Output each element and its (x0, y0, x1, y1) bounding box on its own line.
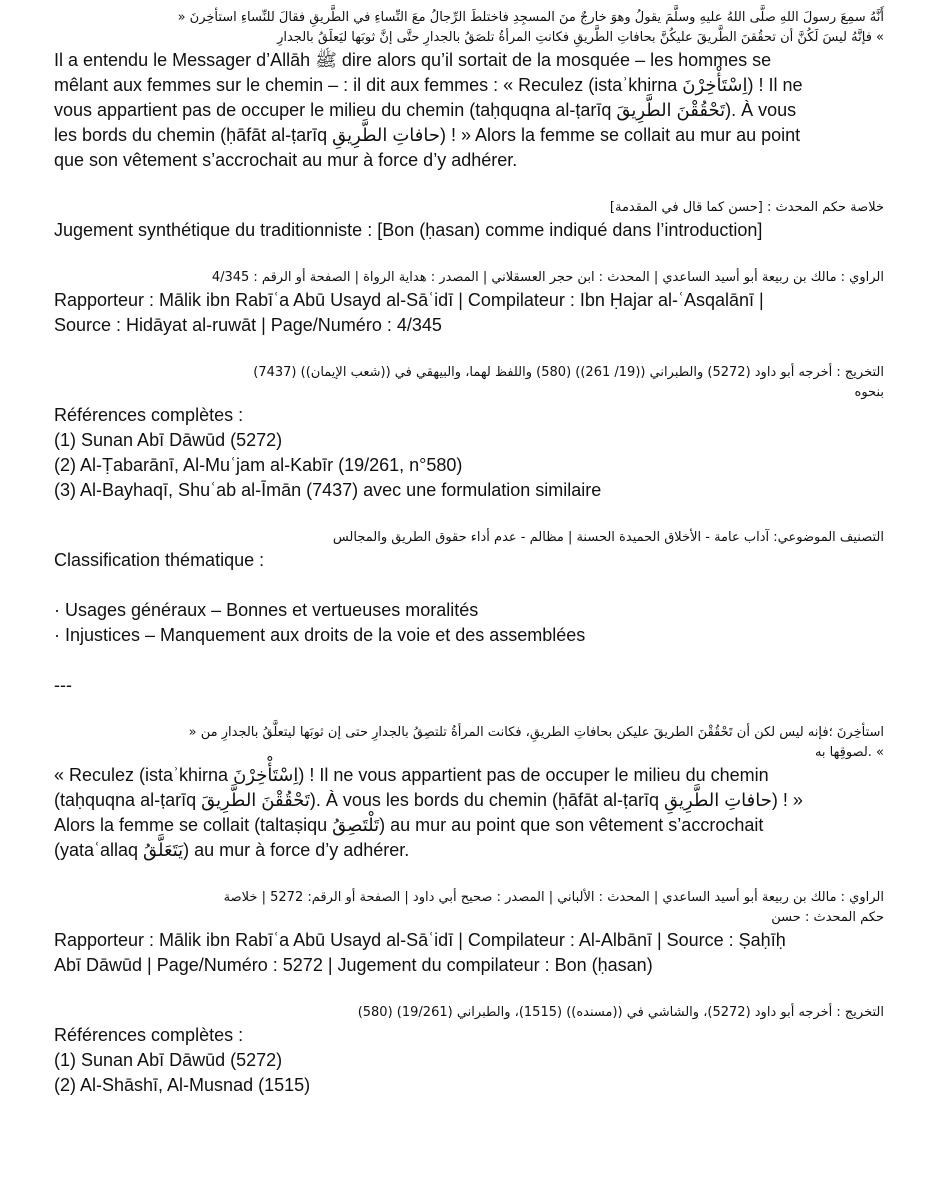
spacer (54, 863, 884, 888)
ruling-arabic: خلاصة حكم المحدث : [حسن كما قال في المقدمة] (609, 200, 884, 215)
spacer (54, 338, 884, 363)
narrator-french-line: Source : Hidāyat al-ruwāt | Page/Numéro : 4/345 (54, 315, 442, 335)
narrator-block (54, 268, 884, 338)
narrator-french-line: Rapporteur : Mālik ibn Rabīʿa Abū Usayd al-Sāʿidī | Compilateur : Ibn Ḥajar al-ʿAsqalānī | (54, 290, 764, 310)
hadith-arabic-line: أَنَّهُ سمِعَ رسولَ اللهِ صلَّى اللهُ عليهِ وسلَّمَ يقولُ وهوَ خارجٌ منَ المسجِدِ فاختلطَ الرِّجالُ معَ النِّساءِ في الطَّريقِ فقالَ للنِّساءِ استأخِرنَ « (177, 10, 884, 25)
document-body (54, 8, 884, 1098)
narrator2-french-line: Abī Dāwūd | Page/Numéro : 5272 | Jugement du compilateur : Bon (ḥasan) (54, 955, 653, 975)
hadith-french-line: Il a entendu le Messager d’Allāh ﷺ dire alors qu’il sortait de la mosquée – les hommes se (54, 50, 772, 70)
reference-item: (2) Al-Ṭabarānī, Al-Muʿjam al-Kabīr (19/261, n°580) (54, 455, 463, 475)
ruling-french: Jugement synthétique du traditionniste : [Bon (ḥasan) comme indiqué dans l’introduction] (54, 220, 763, 240)
section-separator: --- (54, 675, 72, 695)
hadith-french-line: que son vêtement s’accrochait au mur à force d’y adhérer. (54, 150, 518, 170)
references-heading: Références complètes : (54, 1025, 244, 1045)
narrator-block-2 (54, 888, 884, 978)
classification-arabic: التصنيف الموضوعي: آداب عامة - الأخلاق الحميدة الحسنة | مظالم - عدم أداء حقوق الطريق والمجالس (332, 530, 884, 545)
hadith-french-line: les bords du chemin (ḥāfāt al-ṭarīq حافاتِ الطَّرِيقِ) ! » Alors la femme se collait au mur au point (54, 125, 801, 145)
classification-title: Classification thématique : (54, 550, 265, 570)
classification-item: · Usages généraux – Bonnes et vertueuses moralités (54, 600, 479, 620)
spacer (54, 503, 884, 528)
version-french-line: « Reculez (istaʾkhirna اِسْتَأْخِرْنَ) ! Il ne vous appartient pas de occuper le milieu du chemin (54, 765, 769, 785)
takhrij-arabic-line: التخريج : أخرجه أبو داود (5272) والطبراني ((19/ 261)) (580) واللفظ لهما، والبيهقي في ((شعب الإيمان)) (7437) (253, 365, 884, 380)
version-arabic-line: استأخِرنَ ؛فإنه ليس لكن أن تَحْقُقْنَ الطريقَ عليكن بحافاتِ الطريقِ، فكانت المرأةُ تلتصِقُ بالجدارِ حتى إن ثوبَها ليتعلَّقُ بالجدارِ من « (188, 725, 884, 740)
narrator2-arabic-line: حكم المحدث : حسن (771, 910, 884, 925)
narrator2-arabic-line: الراوي : مالك بن ربيعة أبو أسيد الساعدي | المحدث : الألباني | المصدر : صحيح أبي داود | الصفحة أو الرقم: 5272 | خلاصة (223, 890, 884, 905)
takhrij-arabic-line: بنحوه (854, 385, 884, 400)
takhrij-block-2 (54, 1003, 884, 1098)
spacer (54, 243, 884, 268)
reference-item: (3) Al-Bayhaqī, Shuʿab al-Īmān (7437) avec une formulation similaire (54, 480, 602, 500)
classification-item: · Injustices – Manquement aux droits de la voie et des assemblées (54, 625, 586, 645)
reference-item: (2) Al-Shāshī, Al-Musnad (1515) (54, 1075, 311, 1095)
hadith-version-block (54, 723, 884, 863)
hadith-arabic-line: » فإنَّهُ ليسَ لَكُنَّ أن تحقُقنَ الطَّريقَ عليكُنَّ بحافاتِ الطَّريقِ فكانتِ المرأةُ تلصَقُ بالجدارِ حتَّى إنَّ ثوبَها ليَعلَقُ بالجدارِ (277, 30, 884, 45)
ruling-block (54, 198, 884, 243)
spacer (54, 648, 884, 673)
version-french-line: (taḥquqna al-ṭarīq تَحْقُقْنَ الطَّرِيقَ). À vous les bords du chemin (ḥāfāt al-ṭarīq حافاتِ الطَّرِيقِ) ! » (54, 790, 803, 810)
narrator2-french-line: Rapporteur : Mālik ibn Rabīʿa Abū Usayd al-Sāʿidī | Compilateur : Al-Albānī | Source : Ṣaḥīḥ (54, 930, 786, 950)
spacer (54, 698, 884, 723)
narrator-arabic: الراوي : مالك بن ربيعة أبو أسيد الساعدي | المحدث : ابن حجر العسقلاني | المصدر : هداية الرواة | الصفحة أو الرقم : 4/345 (211, 270, 884, 285)
hadith-french-line: mêlant aux femmes sur le chemin – : il dit aux femmes : « Reculez (istaʾkhirna اِسْتَأْخِرْنَ) ! Il ne (54, 75, 803, 95)
hadith-french-line: vous appartient pas de occuper le milieu du chemin (taḥquqna al-ṭarīq تَحْقُقْنَ الطَّرِيقَ). À vous (54, 100, 797, 120)
hadith-block (54, 8, 884, 173)
reference-item: (1) Sunan Abī Dāwūd (5272) (54, 430, 283, 450)
version-french-line: (yataʿallaq يَتَعَلَّقُ) au mur à force d’y adhérer. (54, 840, 410, 860)
version-french-line: Alors la femme se collait (taltaṣiqu تَلْتَصِقُ) au mur au point que son vêtement s’accrochait (54, 815, 764, 835)
takhrij2-arabic: التخريج : أخرجه أبو داود (5272)، والشاشي في ((مسنده)) (1515)، والطبراني (19/261) (580) (357, 1005, 884, 1020)
spacer (54, 978, 884, 1003)
classification-block (54, 528, 884, 648)
reference-item: (1) Sunan Abī Dāwūd (5272) (54, 1050, 283, 1070)
takhrij-block (54, 363, 884, 503)
version-arabic-line: » .لصوقِها به (814, 745, 884, 760)
spacer (54, 173, 884, 198)
spacer (54, 573, 884, 598)
references-heading: Références complètes : (54, 405, 244, 425)
